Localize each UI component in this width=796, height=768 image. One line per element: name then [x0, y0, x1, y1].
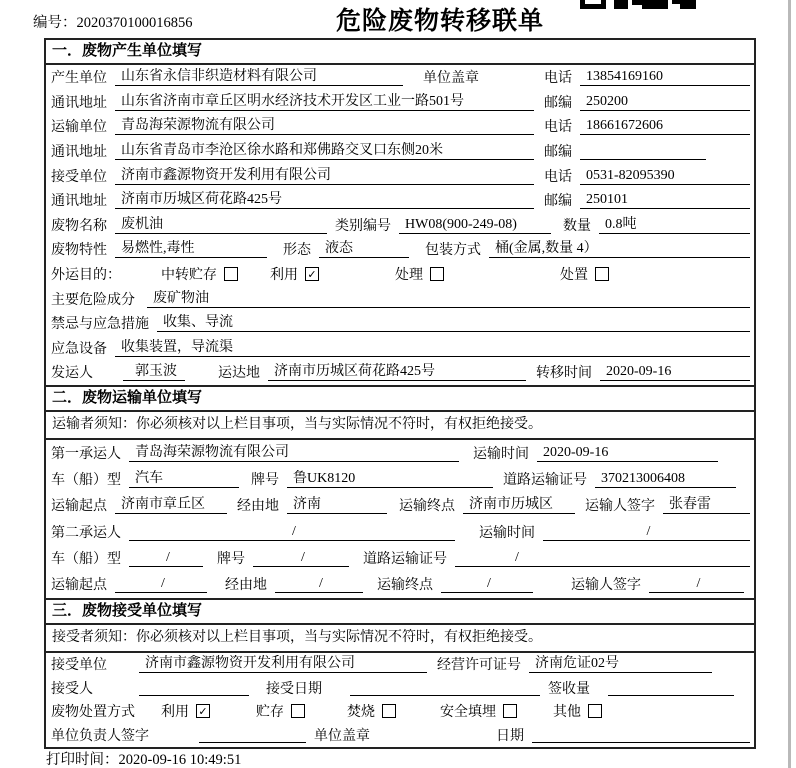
- waste-form-value: 液态: [319, 240, 409, 258]
- row-accept-unit: [46, 653, 754, 677]
- print-time-value: 2020-09-16 10:49:51: [118, 752, 242, 768]
- row-emergency: [46, 311, 754, 336]
- row-waste-name: [46, 213, 754, 238]
- vehicle2-permit-value: /: [455, 549, 750, 567]
- serial-label: 编号：: [33, 15, 77, 31]
- page-edge-divider: [788, 0, 791, 768]
- waste-qty-label: 数量: [563, 218, 591, 234]
- receiver-label: 接受单位: [51, 169, 107, 185]
- page-title: 危险废物转移联单: [336, 8, 545, 35]
- row-shipper: [46, 360, 754, 385]
- disposal-option-other-label: 其他: [553, 705, 581, 721]
- producer-tel-label: 电话: [544, 71, 572, 87]
- row-route2: [46, 571, 754, 597]
- waste-category-value: HW08(900-249-08): [399, 216, 551, 234]
- row-accept-person: [46, 676, 754, 700]
- purpose-option-treat-label: 处理: [395, 268, 423, 284]
- purpose-checkbox-dispose: [595, 267, 609, 281]
- accept-person-label: 接受人: [51, 681, 93, 697]
- purpose-option-dispose: [560, 264, 609, 284]
- route2-sign-label: 运输人签字: [571, 578, 641, 594]
- carrier2-label: 第二承运人: [51, 525, 121, 541]
- route2-end-value: /: [441, 575, 533, 593]
- route1-start-label: 运输起点: [51, 499, 107, 515]
- carrier1-time-label: 运输时间: [473, 446, 529, 462]
- section2-header: 二．废物运输单位填写: [46, 385, 754, 412]
- route1-end-value: 济南市历城区: [463, 496, 575, 514]
- row-responsible-sign: [46, 723, 754, 747]
- disposal-option-landfill: [440, 701, 517, 721]
- row-vehicle1: [46, 466, 754, 492]
- disposal-checkbox-store: [291, 704, 305, 718]
- responsible-sign-value: [199, 726, 306, 743]
- disposal-method-label: 废物处置方式: [51, 705, 135, 721]
- equipment-value: 收集装置，导流渠: [115, 339, 750, 357]
- row-carrier1: [46, 440, 754, 466]
- row-waste-props: [46, 237, 754, 262]
- shipper-time-value: 2020-09-16: [600, 363, 750, 381]
- route2-via-value: /: [275, 575, 363, 593]
- vehicle1-label: 车（船）型: [51, 473, 121, 489]
- row-hazard: [46, 286, 754, 311]
- carrier1-time-value: 2020-09-16: [537, 444, 718, 462]
- shipper-time-label: 转移时间: [536, 366, 592, 382]
- disposal-option-reuse-label: 利用: [161, 705, 189, 721]
- shipper-dest-value: 济南市历城区荷花路425号: [268, 363, 526, 381]
- row-producer: [46, 65, 754, 90]
- disposal-option-other: [553, 701, 602, 721]
- row-transporter-address: [46, 139, 754, 164]
- purpose-option-treat: [395, 264, 444, 284]
- waste-category-label: 类别编号: [335, 218, 391, 234]
- vehicle2-value: /: [129, 549, 203, 567]
- disposal-checkbox-other: [588, 704, 602, 718]
- route1-end-label: 运输终点: [399, 499, 455, 515]
- print-time-label: 打印时间：: [46, 752, 119, 768]
- row-transporter: [46, 114, 754, 139]
- transporter-value: 青岛海荣源物流有限公司: [115, 117, 534, 135]
- purpose-label: 外运目的：: [51, 268, 121, 284]
- waste-form-label: 形态: [283, 243, 311, 259]
- section1-header: 一．废物产生单位填写: [46, 40, 754, 65]
- unit-seal-label: 单位盖章: [314, 728, 370, 744]
- transporter-address-label: 通讯地址: [51, 145, 107, 161]
- route2-sign-value: /: [649, 575, 744, 593]
- waste-qty-value: 0.8吨: [599, 216, 750, 234]
- producer-address-value: 山东省济南市章丘区明水经济技术开发区工业一路501号: [115, 93, 534, 111]
- receiver-tel-label: 电话: [544, 169, 572, 185]
- waste-props-value: 易燃性,毒性: [115, 240, 267, 258]
- purpose-checkbox-reuse: ✓: [305, 267, 319, 281]
- disposal-option-reuse: [161, 701, 210, 721]
- accept-person-value: [139, 679, 249, 696]
- transporter-address-value: 山东省青岛市李沧区徐水路和郑佛路交叉口东侧20米: [115, 142, 534, 160]
- row-equipment: [46, 336, 754, 361]
- purpose-option-dispose-label: 处置: [560, 268, 588, 284]
- disposal-checkbox-reuse: ✓: [196, 704, 210, 718]
- license-label: 经营许可证号: [437, 658, 521, 674]
- row-receiver: [46, 163, 754, 188]
- vehicle2-label: 车（船）型: [51, 552, 121, 568]
- producer-seal-label: 单位盖章: [423, 71, 479, 87]
- responsible-sign-label: 单位负责人签字: [51, 728, 149, 744]
- receiver-address-label: 通讯地址: [51, 194, 107, 210]
- route1-sign-value: 张春雷: [663, 496, 750, 514]
- producer-label: 产生单位: [51, 71, 107, 87]
- waste-pack-value: 桶(金属,数量 4）: [489, 240, 750, 258]
- receiver-address-value: 济南市历城区荷花路425号: [115, 191, 534, 209]
- transporter-zip-label: 邮编: [544, 145, 572, 161]
- disposal-checkbox-landfill: [503, 704, 517, 718]
- route2-start-value: /: [115, 575, 207, 593]
- route2-end-label: 运输终点: [377, 578, 433, 594]
- vehicle1-plate-value: 鲁UK8120: [287, 470, 493, 488]
- purpose-option-transfer-label: 中转贮存: [161, 268, 217, 284]
- sign-date-value: [532, 726, 750, 743]
- vehicle2-permit-label: 道路运输证号: [363, 552, 447, 568]
- disposal-option-store-label: 贮存: [256, 705, 284, 721]
- waste-props-label: 废物特性: [51, 243, 107, 259]
- equipment-label: 应急设备: [51, 341, 107, 357]
- disposal-option-incinerate: [347, 701, 396, 721]
- disposal-checkbox-incinerate: [382, 704, 396, 718]
- carrier1-label: 第一承运人: [51, 446, 121, 462]
- route1-via-label: 经由地: [237, 499, 279, 515]
- route1-start-value: 济南市章丘区: [115, 496, 227, 514]
- vehicle2-plate-value: /: [253, 549, 349, 567]
- serial-number: [33, 11, 193, 32]
- carrier2-value: /: [129, 523, 455, 541]
- producer-zip-label: 邮编: [544, 95, 572, 111]
- qr-code-icon: [580, 0, 702, 9]
- serial-value: 2020370100016856: [76, 15, 193, 31]
- row-route1: [46, 492, 754, 518]
- route1-via-value: 济南: [287, 496, 387, 514]
- transporter-zip-value: [580, 143, 706, 160]
- emergency-label: 禁忌与应急措施: [51, 317, 149, 333]
- receiver-zip-value: 250101: [580, 191, 750, 209]
- row-producer-address: [46, 90, 754, 115]
- carrier2-time-label: 运输时间: [479, 525, 535, 541]
- purpose-option-reuse: [270, 264, 319, 284]
- purpose-checkbox-treat: [430, 267, 444, 281]
- producer-tel-value: 13854169160: [580, 68, 750, 86]
- receiver-value: 济南市鑫源物资开发利用有限公司: [115, 167, 534, 185]
- section3-body: [46, 653, 754, 747]
- waste-pack-label: 包装方式: [425, 243, 481, 259]
- route2-via-label: 经由地: [225, 578, 267, 594]
- vehicle1-plate-label: 牌号: [251, 473, 279, 489]
- vehicle1-value: 汽车: [129, 470, 239, 488]
- section2-body: [46, 440, 754, 598]
- carrier1-value: 青岛海荣源物流有限公司: [129, 444, 459, 462]
- producer-zip-value: 250200: [580, 93, 750, 111]
- vehicle2-plate-label: 牌号: [217, 552, 245, 568]
- section2-notice: 运输者须知：你必须核对以上栏目事项，当与实际情况不符时，有权拒绝接受。: [46, 412, 754, 440]
- carrier2-time-value: /: [543, 523, 750, 541]
- waste-name-value: 废机油: [115, 216, 327, 234]
- manifest-form: [44, 38, 756, 749]
- section3-header: 三．废物接受单位填写: [46, 598, 754, 625]
- disposal-option-incinerate-label: 焚烧: [347, 705, 375, 721]
- transporter-tel-value: 18661672606: [580, 117, 750, 135]
- producer-address-label: 通讯地址: [51, 95, 107, 111]
- section3-notice: 接受者须知：你必须核对以上栏目事项，当与实际情况不符时，有权拒绝接受。: [46, 625, 754, 653]
- row-purpose: [46, 262, 754, 287]
- purpose-checkbox-transfer: [224, 267, 238, 281]
- shipper-dest-label: 运达地: [218, 366, 260, 382]
- transporter-label: 运输单位: [51, 120, 107, 136]
- vehicle1-permit-label: 道路运输证号: [503, 473, 587, 489]
- license-value: 济南危证02号: [529, 655, 712, 673]
- row-disposal-method: [46, 700, 754, 724]
- row-receiver-address: [46, 188, 754, 213]
- waste-name-label: 废物名称: [51, 218, 107, 234]
- purpose-option-reuse-label: 利用: [270, 268, 298, 284]
- producer-value: 山东省永信非织造材料有限公司: [115, 68, 403, 86]
- shipper-label: 发运人: [51, 366, 93, 382]
- disposal-option-landfill-label: 安全填埋: [440, 705, 496, 721]
- row-carrier2: [46, 519, 754, 545]
- hazard-value: 废矿物油: [147, 290, 750, 308]
- section1-body: [46, 65, 754, 385]
- disposal-option-store: [256, 701, 305, 721]
- accept-date-value: [350, 679, 540, 696]
- purpose-option-transfer: [161, 264, 238, 284]
- receipt-qty-value: [608, 679, 734, 696]
- receipt-qty-label: 签收量: [548, 681, 590, 697]
- hazard-label: 主要危险成分: [51, 292, 135, 308]
- print-time: [46, 748, 241, 768]
- accept-unit-value: 济南市鑫源物资开发利用有限公司: [139, 655, 427, 673]
- transporter-tel-label: 电话: [544, 120, 572, 136]
- row-vehicle2: [46, 545, 754, 571]
- route2-start-label: 运输起点: [51, 578, 107, 594]
- receiver-zip-label: 邮编: [544, 194, 572, 210]
- sign-date-label: 日期: [496, 728, 524, 744]
- emergency-value: 收集、导流: [157, 314, 750, 332]
- shipper-value: 郭玉波: [123, 363, 185, 381]
- accept-date-label: 接受日期: [266, 681, 322, 697]
- receiver-tel-value: 0531-82095390: [580, 167, 750, 185]
- vehicle1-permit-value: 370213006408: [595, 470, 736, 488]
- accept-unit-label: 接受单位: [51, 658, 107, 674]
- route1-sign-label: 运输人签字: [585, 499, 655, 515]
